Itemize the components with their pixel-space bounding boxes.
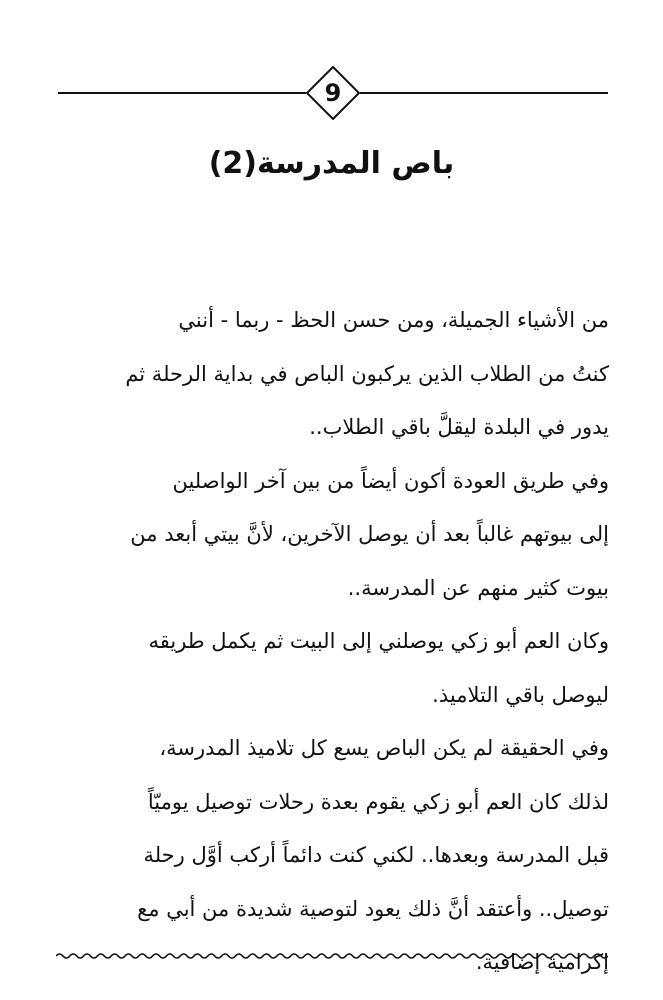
text-line: يدور في البلدة ليقلَّ باقي الطلاب..: [309, 415, 609, 439]
page-number: 9: [324, 79, 342, 107]
text-line: توصيل.. وأعتقد أنَّ ذلك يعود لتوصية شديدة من أبي مع: [137, 896, 609, 921]
text-line: إكرامية إضافية.: [475, 950, 609, 974]
header-rule-right: [360, 92, 608, 94]
text-line: من الأشياء الجميلة، ومن حسن الحظ - ربما - أنني: [178, 308, 609, 332]
text-line: إلى بيوتهم غالباً بعد أن يوصل الآخرين، لأنَّ بيتي أبعد من: [130, 522, 609, 546]
text-line: وفي الحقيقة لم يكن الباص يسع كل تلاميذ المدرسة،: [159, 736, 609, 760]
text-line: كنتُ من الطلاب الذين يركبون الباص في بداية الرحلة ثم: [125, 361, 609, 386]
text-line: لذلك كان العم أبو زكي يقوم بعدة رحلات توصيل يوميّاً: [147, 789, 609, 814]
text-line: وكان العم أبو زكي يوصلني إلى البيت ثم يكمل طريقه: [148, 629, 609, 653]
text-line: وفي طريق العودة أكون أيضاً من بين آخر الواصلين: [172, 468, 609, 493]
text-line: بيوت كثير منهم عن المدرسة..: [347, 575, 609, 600]
text-line: قبل المدرسة وبعدها.. لكني كنت دائماً أركب أوَّل رحلة: [143, 843, 609, 867]
chapter-title: باص المدرسة(2): [208, 146, 455, 181]
text-line: ليوصل باقي التلاميذ.: [432, 682, 609, 707]
body-text: [56, 294, 609, 990]
paragraph: [56, 615, 609, 722]
paragraph: [56, 455, 609, 616]
footer-wave-divider: [56, 948, 608, 964]
header-rule-left: [58, 92, 306, 94]
paragraph: [56, 294, 609, 455]
